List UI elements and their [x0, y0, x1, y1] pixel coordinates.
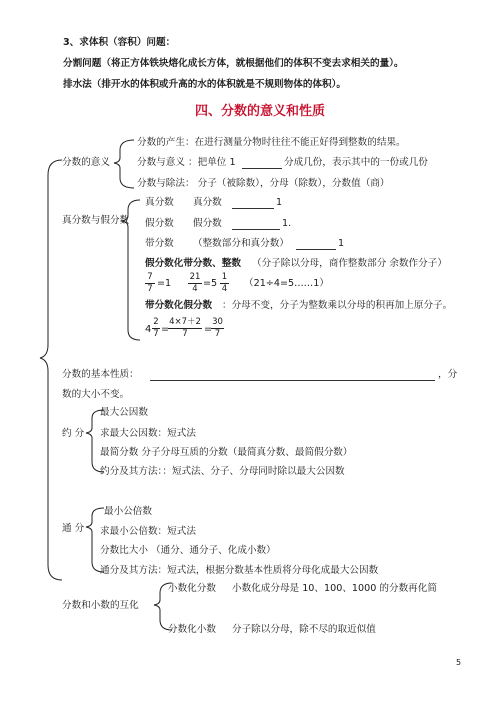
common-bracket [86, 508, 104, 572]
example-integer-4: 4 [145, 324, 152, 335]
section-title: 四、分数的意义和性质 [195, 104, 326, 119]
improper-fraction-desc: 假分数 [193, 218, 222, 229]
basic-property-tail: ，分 [438, 369, 458, 380]
lcm-item: 最小公倍数 [104, 506, 152, 517]
fraction-to-decimal-label: 分数化小数 [168, 624, 216, 635]
example-fraction-30-7: 30 7 [212, 317, 223, 339]
equals-sign: = [161, 324, 170, 335]
example-equals-1: =1 [157, 278, 172, 289]
proper-fraction-end: 1 [276, 197, 283, 208]
find-lcm-item: 求最小公倍数：短式法 [100, 526, 196, 537]
compare-fractions-item: 分数比大小 （通分、通分子、化成小数） [100, 545, 276, 556]
example-fraction-1-4: 1 4 [221, 272, 228, 294]
proper-improper-label: 真分数与假分数 [62, 215, 130, 226]
basic-property-tail2: 数的大小不变。 [62, 389, 130, 400]
decimal-to-fraction-label: 小数化分数 [168, 583, 216, 594]
reduce-label: 约 分 [62, 428, 85, 439]
proper-fraction-desc: 真分数 [193, 197, 222, 208]
division-problem-text: 分割问题（将正方体铁块熔化成长方体，就根据他们的体积不变去求相关的量）。 [63, 58, 404, 69]
mixed-number-desc: （整数部分和真分数） [193, 238, 289, 249]
reduce-method-item: 约分及其方法：：短式法、分子、分母同时除以最大公因数 [100, 466, 345, 477]
common-denominator-label: 通 分 [62, 523, 85, 534]
fraction-origin: 分数的产生：在进行测量分物时往往不能正好得到整数的结果。 [137, 137, 406, 148]
reduce-bracket [86, 410, 104, 472]
find-gcd-item: 求最大公因数：短式法 [100, 428, 196, 439]
basic-property-label: 分数的基本性质： [62, 369, 139, 380]
example-division-note: （21÷4=5……1） [244, 278, 329, 289]
gcd-item: 最大公因数 [100, 407, 148, 418]
mixed-number-end: 1 [338, 238, 345, 249]
fraction-definition-b: 分成几份，表示其中的一份或几份 [284, 157, 428, 168]
blank-line [150, 380, 435, 381]
mixed-to-improper-heading: 带分数化假分数 [145, 300, 213, 311]
blank-line [232, 229, 280, 230]
outer-brace [40, 160, 62, 580]
improper-to-integer-heading: 假分数化带分数、整数 [145, 258, 241, 269]
fraction-division: 分数与除法： 分子（被除数），分母（除数），分数值（商） [137, 178, 390, 189]
conversion-label: 分数和小数的互化 [62, 600, 139, 611]
mixed-to-improper-note: ：分母不变，分子为整数乘以分母的积再加上原分子。 [222, 300, 453, 311]
improper-fraction-end: 1. [282, 218, 292, 229]
fraction-definition-a: 分数与意义 ：把单位 1 [137, 157, 236, 168]
equals-sign: = [204, 324, 213, 335]
example-fraction-expression: 4×7＋2 7 [169, 317, 201, 339]
example-equals-5: =5 [203, 278, 218, 289]
example-fraction-2-7: 2 7 [153, 317, 159, 339]
decimal-to-fraction-desc: 小数化成分母是 10、100、1000 的分数再化简 [232, 583, 437, 594]
improper-fraction-label: 假分数 [145, 218, 174, 229]
improper-to-integer-note: （分子除以分母，商作整数部分 余数作分子） [252, 258, 447, 269]
common-method-item: 通分及其方法：短式法，根据分数基本性质将分母化成最大公因数 [100, 565, 379, 576]
section-3-heading: 3、求体积（容积）问题： [63, 37, 176, 48]
page-number: 5 [456, 658, 462, 667]
mixed-number-label: 带分数 [145, 238, 174, 249]
simplest-fraction-item: 最简分数 分子分母互质的分数（最简真分数、最简假分数） [100, 447, 353, 458]
meaning-bracket [114, 140, 134, 188]
fraction-to-decimal-desc: 分子除以分母，除不尽的取近似值 [232, 624, 376, 635]
blank-line [232, 208, 274, 209]
blank-line [242, 168, 282, 169]
water-displacement-text: 排水法（排开水的体积或升高的水的体积就是不规则物体的体积）。 [63, 79, 347, 90]
blank-line [296, 249, 336, 250]
proper-fraction-label: 真分数 [145, 197, 174, 208]
meaning-label: 分数的意义 [62, 157, 110, 168]
example-fraction-21-4: 21 4 [189, 272, 201, 294]
example-fraction-7-7: 7 7 [145, 273, 155, 294]
